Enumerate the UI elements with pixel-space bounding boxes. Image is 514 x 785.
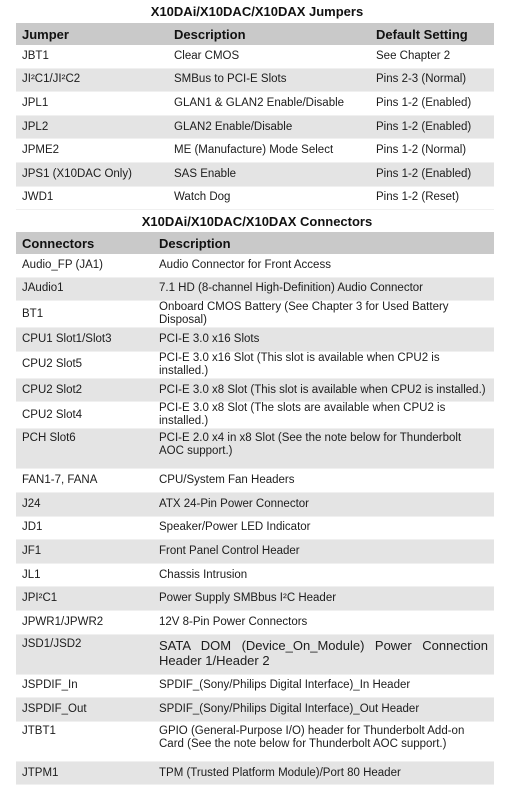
jumper-cell: JWD1 [16,186,168,210]
table-row [16,540,494,564]
jumper-cell: JPME2 [16,139,168,163]
jumper-cell: JPS1 (X10DAC Only) [16,162,168,186]
table-row [16,429,494,469]
default-cell: Pins 1-2 (Normal) [370,139,494,163]
description-cell: Front Panel Control Header [153,540,494,564]
table-row [16,139,494,163]
description-cell: GPIO (General-Purpose I/O) header for Thunderbolt Add-on Card (See the note below for Thunderbolt AOC support.) [153,721,494,761]
col-header-description: Description [153,232,494,254]
description-cell: SPDIF_(Sony/Philips Digital Interface)_In Header [153,674,494,698]
description-cell: PCI-E 3.0 x16 Slot (This slot is available when CPU2 is installed.) [153,351,494,378]
description-cell: GLAN1 & GLAN2 Enable/Disable [168,92,370,116]
description-cell: SATA DOM (Device_On_Module) Power Connection Header 1/Header 2 [153,634,494,674]
table-row [16,492,494,516]
col-header-connectors: Connectors [16,232,153,254]
connector-cell: CPU1 Slot1/Slot3 [16,328,153,352]
default-cell: Pins 1-2 (Enabled) [370,115,494,139]
description-cell: 12V 8-Pin Power Connectors [153,610,494,634]
jumper-cell: JBT1 [16,45,168,68]
table-row [16,761,494,785]
connectors-header-row [16,232,494,254]
description-cell: SPDIF_(Sony/Philips Digital Interface)_Out Header [153,698,494,722]
table-row [16,516,494,540]
jumpers-title: X10DAi/X10DAC/X10DAX Jumpers [150,4,364,19]
connector-cell: J24 [16,492,153,516]
table-row [16,68,494,92]
description-cell: SAS Enable [168,162,370,186]
connector-cell: FAN1-7, FANA [16,469,153,493]
default-cell: Pins 1-2 (Enabled) [370,162,494,186]
jumper-cell: JPL2 [16,115,168,139]
description-cell: SMBus to PCI-E Slots [168,68,370,92]
connector-cell: BT1 [16,301,153,328]
col-header-description: Description [168,23,370,45]
description-cell: ATX 24-Pin Power Connector [153,492,494,516]
description-cell: CPU/System Fan Headers [153,469,494,493]
description-cell: Chassis Intrusion [153,563,494,587]
default-cell: Pins 2-3 (Normal) [370,68,494,92]
connector-cell: CPU2 Slot2 [16,378,153,402]
connector-cell: JSPDIF_In [16,674,153,698]
description-cell: PCI-E 3.0 x8 Slot (This slot is available when CPU2 is installed.) [153,378,494,402]
table-row [16,351,494,378]
table-row [16,277,494,301]
connector-cell: CPU2 Slot4 [16,402,153,429]
table-row [16,186,494,210]
connector-cell: JF1 [16,540,153,564]
connector-cell: JL1 [16,563,153,587]
description-cell: PCI-E 3.0 x8 Slot (The slots are available when CPU2 is installed.) [153,402,494,429]
description-cell: TPM (Trusted Platform Module)/Port 80 Header [153,761,494,785]
jumper-cell: JPL1 [16,92,168,116]
connector-cell: JPI²C1 [16,587,153,611]
jumper-cell: JI²C1/JI²C2 [16,68,168,92]
description-cell: ME (Manufacture) Mode Select [168,139,370,163]
table-row [16,610,494,634]
description-cell: PCI-E 2.0 x4 in x8 Slot (See the note below for Thunderbolt AOC support.) [153,429,494,469]
default-cell: See Chapter 2 [370,45,494,68]
table-row [16,45,494,68]
description-cell: Watch Dog [168,186,370,210]
description-cell: PCI-E 3.0 x16 Slots [153,328,494,352]
connector-cell: JSPDIF_Out [16,698,153,722]
connector-cell: CPU2 Slot5 [16,351,153,378]
table-row [16,378,494,402]
table-row [16,634,494,674]
table-row [16,721,494,761]
table-row [16,162,494,186]
table-row [16,328,494,352]
connector-cell: JTBT1 [16,721,153,761]
col-header-jumper: Jumper [16,23,168,45]
connectors-table [16,232,494,785]
col-header-default-setting: Default Setting [370,23,494,45]
connector-cell: PCH Slot6 [16,429,153,469]
connector-cell: JSD1/JSD2 [16,634,153,674]
description-cell: Power Supply SMBbus I²C Header [153,587,494,611]
connector-cell: JTPM1 [16,761,153,785]
table-row [16,301,494,328]
default-cell: Pins 1-2 (Reset) [370,186,494,210]
table-row [16,469,494,493]
connector-cell: JD1 [16,516,153,540]
connectors-title: X10DAi/X10DAC/X10DAX Connectors [141,214,373,229]
connector-cell: JPWR1/JPWR2 [16,610,153,634]
table-row [16,115,494,139]
table-row [16,92,494,116]
description-cell: Audio Connector for Front Access [153,254,494,277]
table-row [16,563,494,587]
table-row [16,698,494,722]
table-row [16,674,494,698]
table-row [16,402,494,429]
description-cell: 7.1 HD (8-channel High-Definition) Audio Connector [153,277,494,301]
description-cell: Speaker/Power LED Indicator [153,516,494,540]
default-cell: Pins 1-2 (Enabled) [370,92,494,116]
connector-cell: Audio_FP (JA1) [16,254,153,277]
table-row [16,587,494,611]
description-cell: GLAN2 Enable/Disable [168,115,370,139]
table-row [16,254,494,277]
description-cell: Clear CMOS [168,45,370,68]
description-cell: Onboard CMOS Battery (See Chapter 3 for Used Battery Disposal) [153,301,494,328]
jumpers-header-row [16,23,494,45]
connector-cell: JAudio1 [16,277,153,301]
jumpers-table [16,23,494,210]
